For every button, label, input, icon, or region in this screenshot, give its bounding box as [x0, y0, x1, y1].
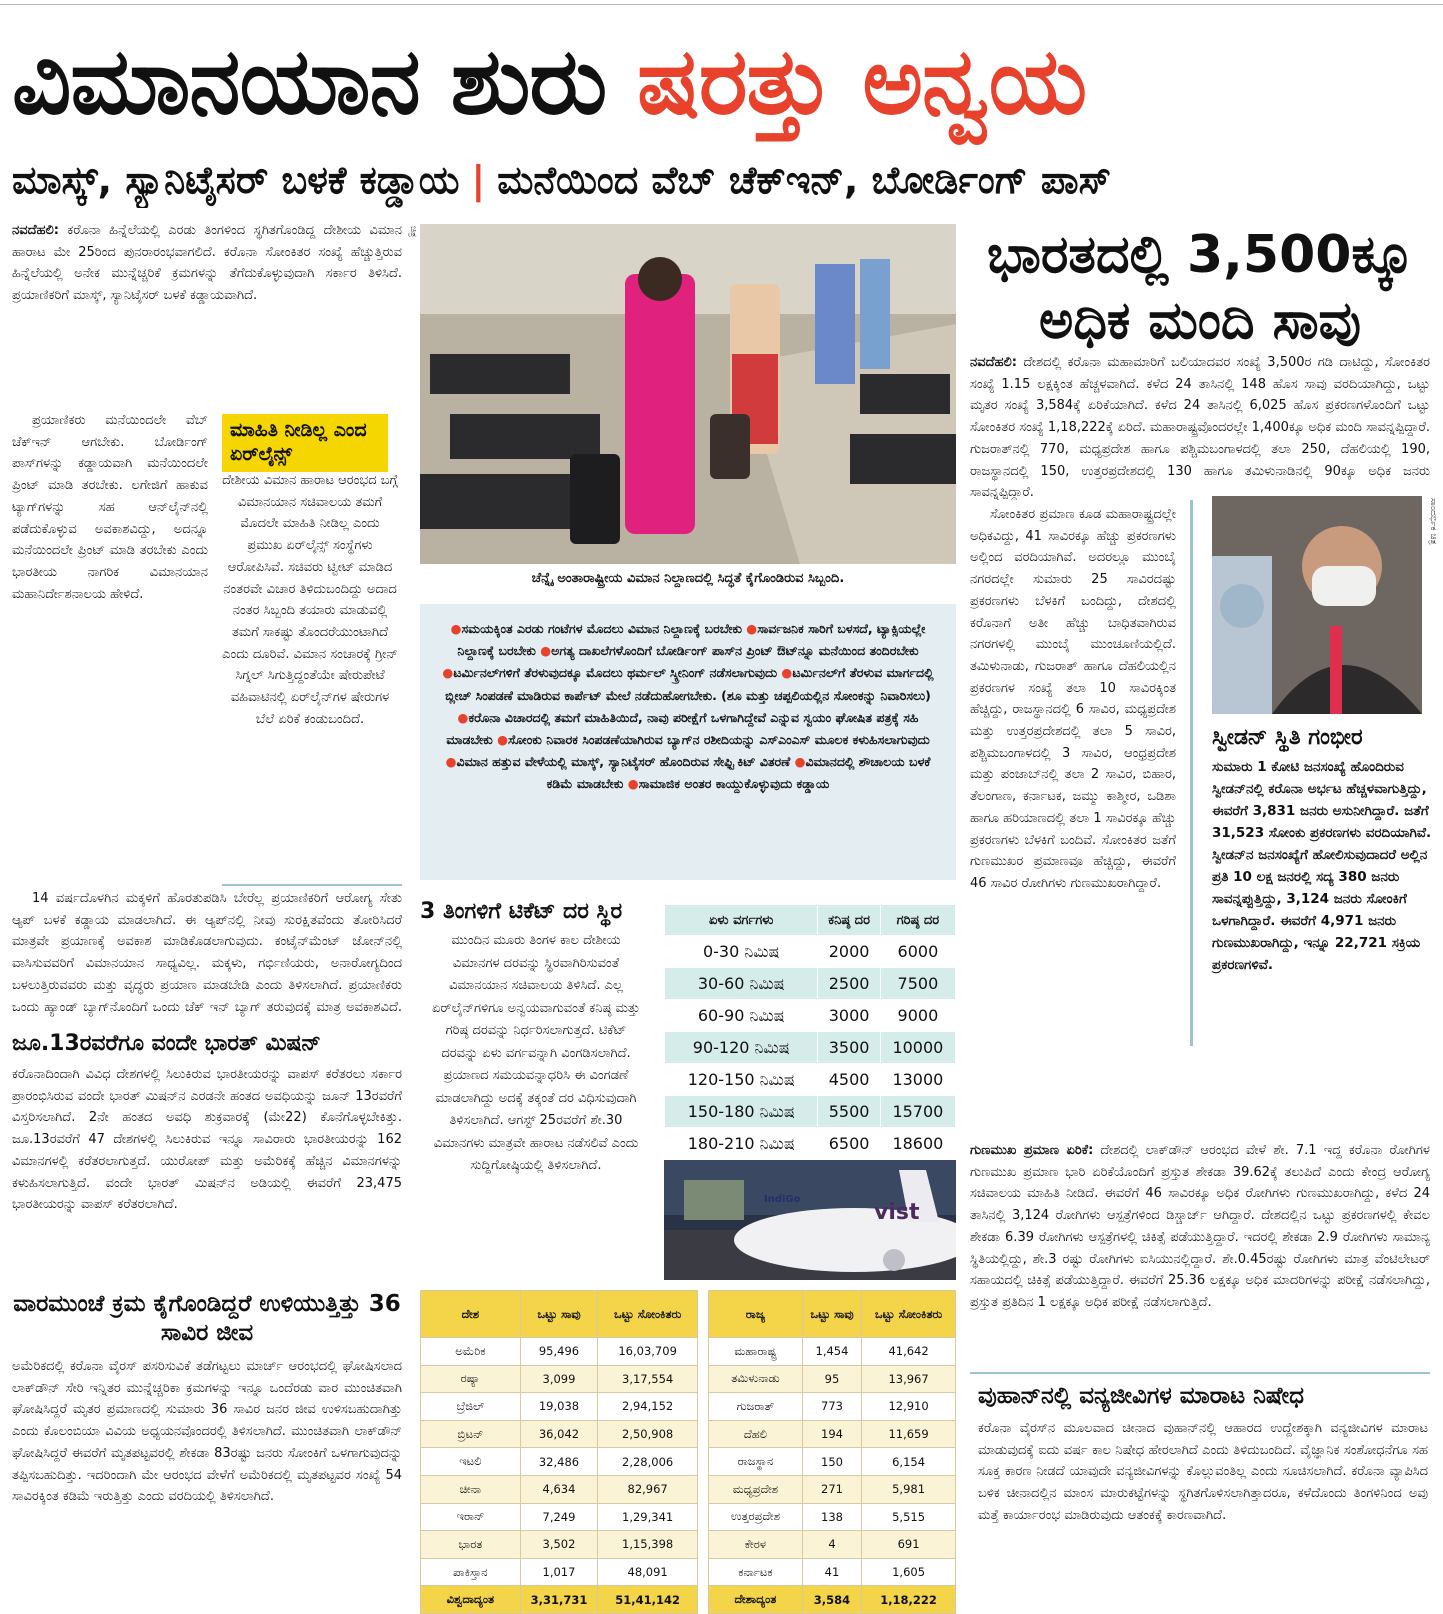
- country-cell: 2,28,006: [598, 1448, 698, 1476]
- fare-row: [665, 936, 956, 968]
- main-p2: ಪ್ರಯಾಣಿಕರು ಮನೆಯಿಂದಲೇ ವೆಬ್ ಚೆಕ್ಇನ್ ಆಗಬೇಕು. ಬೋರ್ಡಿಂಗ್ ಪಾಸ್‌ಗಳನ್ನು ಕಡ್ಡಾಯವಾಗಿ ಮನೆಯಿಂದಲೇ ಪ್ರಿಂಟ್ ಮಾಡಿ ತರಬೇಕು. ಲಗೇಜಿಗೆ ಹಾಕುವ ಟ್ಯಾಗ್‌ಗಳನ್ನು ಸಹ ಆನ್‌ಲೈನ್‌ನಲ್ಲಿ ಪಡೆದುಕೊಳ್ಳುವ ಅವಕಾಶವಿದ್ದು, ಅದನ್ನೂ ಮನೆಯಿಂದಲೇ ಪ್ರಿಂಟ್ ಮಾಡಿ ತರಬೇಕು ಎಂದು ಭಾರತೀಯ ನಾಗರಿಕ ವಿಮಾನಯಾನ ಮಹಾನಿರ್ದೇಶನಾಲಯ ಹೇಳಿದೆ.: [12, 413, 208, 602]
- state-cell: 691: [862, 1531, 956, 1559]
- country-cell: 95,496: [520, 1338, 598, 1366]
- vande-bharat-body: ಕರೊನಾದಿಂದಾಗಿ ವಿವಿಧ ದೇಶಗಳಲ್ಲಿ ಸಿಲುಕಿರುವ ಭಾರತೀಯರನ್ನು ವಾಪಸ್ ಕರೆತರಲು ಸರ್ಕಾರ ಪ್ರಾರಂಭಿಸಿರುವ ವಂದೇ ಭಾರತ್ ಮಿಷನ್‌ನ ಎರಡನೇ ಹಂತದ ಅವಧಿಯನ್ನು ಜೂನ್ 13ರವರೆಗೆ ವಿಸ್ತರಿಸಲಾಗಿದೆ. 2ನೇ ಹಂತದ ಅವಧಿ ಶುಕ್ರವಾರಕ್ಕೆ (ಮೇ22) ಕೊನೆಗೊಳ್ಳಬೇಕಿತ್ತು. ಜೂ.13ರವರೆಗೆ 47 ದೇಶಗಳಲ್ಲಿ ಸಿಲುಕಿರುವ ಇನ್ನೂ ಸಾವಿರಾರು ಭಾರತೀಯರನ್ನು 162 ವಿಮಾನಗಳಲ್ಲಿ ಕರೆತರಲಾಗುತ್ತದೆ. ಯುರೋಪ್ ಮತ್ತು ಅಮೆರಿಕಕ್ಕೆ ಹೆಚ್ಚಿನ ವಿಮಾನಗಳನ್ನು ಕಳುಹಿಸಲಾಗುತ್ತಿದೆ. ವಂದೇ ಭಾರತ್ ಮಿಷನ್‌ನ ಅಡಿಯಲ್ಲಿ ಈವರೆಗೆ 23,475 ಭಾರತೀಯರನ್ನು ವಾಪಸ್ ಕರೆತರಲಾಗಿದೆ.: [12, 1067, 402, 1213]
- headline-part1: ವಿಮಾನಯಾನ ಶುರು: [12, 28, 607, 135]
- subhead-right: ಮನೆಯಿಂದ ವೆಬ್ ಚೆಕ್ಇನ್, ಬೋರ್ಡಿಂಗ್ ಪಾಸ್: [497, 158, 1112, 202]
- india-story-top: [970, 352, 1430, 500]
- state-cell: ದೆಹಲಿ: [709, 1420, 803, 1448]
- country-cell: 82,967: [598, 1475, 698, 1503]
- state-cell: 11,659: [862, 1420, 956, 1448]
- fare-cell: 5500: [818, 1096, 880, 1128]
- main-headline: [12, 18, 1432, 146]
- country-cell: 36,042: [520, 1420, 598, 1448]
- sweden-rule: [1190, 500, 1193, 1046]
- country-cell: ಇಟಲಿ: [421, 1448, 521, 1476]
- fare-header: ಏಳು ವರ್ಗಗಳು: [665, 905, 818, 936]
- state-cell: 41,642: [862, 1338, 956, 1366]
- fare-row: [665, 1128, 956, 1160]
- country-row: [421, 1338, 698, 1366]
- india-story-title: ಭಾರತದಲ್ಲಿ 3,500ಕ್ಕೂ ಅಧಿಕ ಮಂದಿ ಸಾವು: [987, 225, 1413, 351]
- plane-brand: IndiGo: [764, 1194, 801, 1205]
- state-total-cell: 3,584: [802, 1586, 861, 1614]
- state-cell: 6,154: [862, 1448, 956, 1476]
- state-row: [709, 1558, 956, 1586]
- state-cell: ರಾಜಸ್ಥಾನ: [709, 1448, 803, 1476]
- fare-row: [665, 968, 956, 1000]
- country-cell: ಅಮೆರಿಕ: [421, 1338, 521, 1366]
- state-cell: ಮಹಾರಾಷ್ಟ್ರ: [709, 1338, 803, 1366]
- vande-bharat-title: ಜೂ.13ರವರೆಗೂ ವಂದೇ ಭಾರತ್ ಮಿಷನ್: [12, 1031, 321, 1056]
- state-cell: 12,910: [862, 1393, 956, 1421]
- main-story-col: [12, 410, 208, 885]
- guideline-item: ಸೋಂಕು ನಿವಾರಕ ಸಿಂಪಡಣೆಯಾಗಿರುವ ಬ್ಯಾಗ್‌ನ ರಶೀದಿಯನ್ನು ಎಸ್ಎಂಎಸ್ ಮೂಲಕ ಕಳುಹಿಸಲಾಗುವುದು: [508, 732, 930, 748]
- state-table: [708, 1290, 956, 1614]
- country-cell: 1,15,398: [598, 1531, 698, 1559]
- guideline-item: ಕರೊನಾ ವಿಚಾರದಲ್ಲಿ ತಮಗೆ ಮಾಹಿತಿಯಿದೆ, ನಾವು ಪರೀಕ್ಷೆಗೆ ಒಳಗಾಗಿದ್ದೇವೆ ಎನ್ನುವ ಸ್ವಯಂ ಘೋಷಿತ ಪತ್ರಕ್ಕೆ ಸಹಿ ಮಾಡಬೇಕು: [446, 709, 919, 748]
- country-row: [421, 1420, 698, 1448]
- state-total-cell: ದೇಶಾದ್ಯಂತ: [709, 1586, 803, 1614]
- fare-story-title: 3 ತಿಂಗಳಿಗೆ ಟಿಕೆಟ್ ದರ ಸ್ಥಿರ: [420, 899, 623, 924]
- state-row: [709, 1448, 956, 1476]
- country-row: [421, 1531, 698, 1559]
- country-cell: 1,017: [520, 1558, 598, 1586]
- country-cell: ರಷ್ಯಾ: [421, 1365, 521, 1393]
- fare-cell: 0-30 ನಿಮಿಷ: [665, 936, 818, 968]
- country-total-cell: 51,41,142: [598, 1586, 698, 1614]
- fare-cell: 3000: [818, 1000, 880, 1032]
- india-p3: ದೇಶದಲ್ಲಿ ಲಾಕ್‌ಡೌನ್ ಆರಂಭದ ವೇಳೆ ಶೇ. 7.1 ಇದ್ದ ಕರೊನಾ ರೋಗಿಗಳ ಗುಣಮುಖ ಪ್ರಮಾಣ ಭಾರಿ ಏರಿಕೆಯೊಂದಿಗೆ ಪ್ರಸ್ತುತ ಶೇಕಡಾ 39.62ಕ್ಕೆ ತಲುಪಿದೆ ಎಂದು ಕೇಂದ್ರ ಆರೋಗ್ಯ ಸಚಿವಾಲಯ ಮಾಹಿತಿ ನೀಡಿದೆ. ಈವರೆಗೆ 46 ಸಾವಿರಕ್ಕೂ ಅಧಿಕ ರೋಗಿಗಳು ಗುಣಮುಖರಾಗಿದ್ದು, ಕಳೆದ 24 ತಾಸಿನಲ್ಲಿ 3,124 ರೋಗಿಗಳು ಆಸ್ಪತ್ರೆಗಳಿಂದ ಡಿಸ್ಚಾರ್ಜ್ ಆಗಿದ್ದಾರೆ. ದೇಶದಲ್ಲಿನ ಒಟ್ಟು ಪ್ರಕರಣಗಳಲ್ಲಿ ಕೇವಲ ಶೇಕಡಾ 6.39 ರೋಗಿಗಳು ಆಸ್ಪತ್ರೆಗಳಲ್ಲಿ ಚಿಕಿತ್ಸೆ ಪಡೆಯುತ್ತಿದ್ದಾರೆ. ಇದರಲ್ಲಿ ಶೇಕಡಾ 2.9 ರೋಗಿಗಳು ಸಾಮಾನ್ಯ ಸ್ಥಿತಿಯಲ್ಲಿದ್ದು, ಶೇ.3 ರಷ್ಟು ರೋಗಿಗಳು ಐಸಿಯುನಲ್ಲಿದ್ದಾರೆ. ಶೇ.0.45ರಷ್ಟು ರೋಗಿಗಳು ಮಾತ್ರ ವೆಂಟಿಲೇಟರ್ ಸಹಾಯದಲ್ಲಿ ಚಿಕಿತ್ಸೆ ಪಡೆಯುತ್ತಿದ್ದಾರೆ. ಈವರೆಗೆ 25.36 ಲಕ್ಷಕ್ಕೂ ಅಧಿಕ ಮಾದರಿಗಳನ್ನು ಪರೀಕ್ಷೆ ನಡೆಸಲಾಗಿದ್ದು, ಪ್ರಸ್ತುತ ಪ್ರತಿದಿನ 1 ಲಕ್ಷಕ್ಕೂ ಅಧಿಕ ಪರೀಕ್ಷೆ ನಡೆಸಲಾಗುತ್ತಿದೆ.: [970, 1143, 1430, 1310]
- fare-row: [665, 1000, 956, 1032]
- fare-cell: 2500: [818, 968, 880, 1000]
- state-cell: 13,967: [862, 1365, 956, 1393]
- fare-cell: 90-120 ನಿಮಿಷ: [665, 1032, 818, 1064]
- country-cell: ಇರಾನ್: [421, 1503, 521, 1531]
- india-story-col: [970, 504, 1176, 1034]
- country-cell: 3,17,554: [598, 1365, 698, 1393]
- country-cell: 48,091: [598, 1558, 698, 1586]
- wuhan-body: ಕರೊನಾ ವೈರಸ್‌ನ ಮೂಲವಾದ ಚೀನಾದ ವುಹಾನ್‌ನಲ್ಲಿ ಆಹಾರದ ಉದ್ದೇಶಕ್ಕಾಗಿ ವನ್ಯಜೀವಿಗಳ ಮಾರಾಟ ಮಾಡುವುದಕ್ಕೆ ಐದು ವರ್ಷ ಕಾಲ ನಿಷೇಧ ಹೇರಲಾಗಿದೆ ಎಂದು ತಿಳಿದುಬಂದಿದೆ. ವೈಜ್ಞಾನಿಕ ಸಂಶೋಧನೆಗೂ ಸಹ ಸೂಕ್ತ ಕಾರಣ ನೀಡದೆ ಯಾವುದೇ ವನ್ಯಜೀವಿಗಳನ್ನು ಕೊಲ್ಲುವಂತಿಲ್ಲ ಎಂದು ಸೂಚಿಸಲಾಗಿದೆ. ಕರೊನಾ ವ್ಯಾಪಿಸಿದ ಬಳಿಕ ಚೀನಾದಲ್ಲಿನ ಮಾಂಸ ಮಾರುಕಟ್ಟೆಗಳನ್ನು ಸ್ಥಗಿತಗೊಳಿಸಲಾಗಿತ್ತಾದರೂ, ಕಳೆದೊಂದು ತಿಂಗಳಿನಿಂದ ಅವು ಮತ್ತೆ ಕಾರ್ಯಾರಂಭ ಮಾಡಿರುವುದು ಆತಂಕಕ್ಕೆ ಕಾರಣವಾಗಿದೆ.: [978, 1421, 1428, 1523]
- guideline-item: ಟರ್ಮಿನಲ್‌ಗೆ ತೆರಳುವ ಮಾರ್ಗದಲ್ಲಿ ಬ್ಲೀಚ್ ಸಿಂಪಡಣೆ ಮಾಡಿರುವ ಕಾರ್ಪೆಟ್ ಮೇಲೆ ನಡೆದುಹೋಗಬೇಕು. (ಶೂ ಮತ್ತು ಚಪ್ಪಲಿಯಲ್ಲಿನ ಸೋಂಕನ್ನು ನಿವಾರಿಸಲು): [445, 665, 934, 703]
- country-cell: 4,634: [520, 1475, 598, 1503]
- country-header: ದೇಶ: [421, 1291, 521, 1338]
- country-cell: ಭಾರತ: [421, 1531, 521, 1559]
- country-table-wrap: [420, 1290, 698, 1614]
- state-cell: 271: [802, 1475, 861, 1503]
- fare-cell: 2000: [818, 936, 880, 968]
- guidelines-text: ●ಸಮಯಕ್ಕಿಂತ ಎರಡು ಗಂಟೆಗಳ ಮೊದಲು ವಿಮಾನ ನಿಲ್ದಾಣಕ್ಕೆ ಬರಬೇಕು ●ಸಾರ್ವಜನಿಕ ಸಾರಿಗೆ ಬಳಸದೆ, ಟ್ಯಾಕ್ಸಿಯಲ್ಲೇ ನಿಲ್ದಾಣಕ್ಕೆ ಬರಬೇಕು ●ಅಗತ್ಯ ದಾಖಲೆಗಳೊಂದಿಗೆ ಬೋರ್ಡಿಂಗ್ ಪಾಸ್‌ನ ಪ್ರಿಂಟ್ ಔಟ್‌ನ್ನೂ ಮನೆಯಿಂದ ತಂದಿರಬೇಕು ●ಟರ್ಮಿನಲ್‌ಗಳಿಗೆ ತೆರಳುವುದಕ್ಕೂ ಮೊದಲು ಥರ್ಮಲ್ ಸ್ಕ್ರೀನಿಂಗ್ ನಡೆಸಲಾಗುವುದು ●ಟರ್ಮಿನಲ್‌ಗೆ ತೆರಳುವ ಮಾರ್ಗದಲ್ಲಿ ಬ್ಲೀಚ್ ಸಿಂಪಡಣೆ ಮಾಡಿರುವ ಕಾರ್ಪೆಟ್ ಮೇಲೆ ನಡೆದುಹೋಗಬೇಕು. (ಶೂ ಮತ್ತು ಚಪ್ಪಲಿಯಲ್ಲಿನ ಸೋಂಕನ್ನು ನಿವಾರಿಸಲು) ●ಕರೊನಾ ವಿಚಾರದಲ್ಲಿ ತಮಗೆ ಮಾಹಿತಿಯಿದೆ, ನಾವು ಪರೀಕ್ಷೆಗೆ ಒಳಗಾಗಿದ್ದೇವೆ ಎನ್ನುವ ಸ್ವಯಂ ಘೋಷಿತ ಪತ್ರಕ್ಕೆ ಸಹಿ ಮಾಡಬೇಕು ●ಸೋಂಕು ನಿವಾರಕ ಸಿಂಪಡಣೆಯಾಗಿರುವ ಬ್ಯಾಗ್‌ನ ರಶೀದಿಯನ್ನು ಎಸ್ಎಂಎಸ್ ಮೂಲಕ ಕಳುಹಿಸಲಾಗುವುದು ●ವಿಮಾನ ಹತ್ತುವ ವೇಳೆಯಲ್ಲಿ ಮಾಸ್ಕ್, ಸ್ಯಾನಿಟೈಸರ್ ಹೊಂದಿರುವ ಸೇಫ್ಟಿ ಕಿಟ್ ವಿತರಣೆ ●ವಿಮಾನದಲ್ಲಿ ಶೌಚಾಲಯ ಬಳಕೆ ಕಡಿಮೆ ಮಾಡಬೇಕು ●ಸಾಮಾಜಿಕ ಅಂತರ ಕಾಯ್ದುಕೊಳ್ಳುವುದು ಕಡ್ಡಾಯ: [442, 621, 934, 792]
- fare-cell: 120-150 ನಿಮಿಷ: [665, 1064, 818, 1096]
- fare-cell: 30-60 ನಿಮಿಷ: [665, 968, 818, 1000]
- state-cell: 5,515: [862, 1503, 956, 1531]
- state-cell: 4: [802, 1531, 861, 1559]
- guidelines-box: [420, 604, 956, 880]
- state-cell: ತಮಿಳುನಾಡು: [709, 1365, 803, 1393]
- subheadline: [12, 152, 1432, 208]
- airline-box-title: ಮಾಹಿತಿ ನೀಡಿಲ್ಲ ಎಂದ ಏರ್‌ಲೈನ್ಸ್: [222, 414, 388, 472]
- country-cell: 16,03,709: [598, 1338, 698, 1366]
- fare-table: [664, 904, 956, 1160]
- fare-header: ಕನಿಷ್ಠ ದರ: [818, 905, 880, 936]
- state-row: [709, 1475, 956, 1503]
- country-cell: ಬ್ರೆಜಿಲ್: [421, 1393, 521, 1421]
- state-cell: 150: [802, 1448, 861, 1476]
- main-p1: ಕರೊನಾ ಹಿನ್ನೆಲೆಯಲ್ಲಿ ಎರಡು ತಿಂಗಳಿಂದ ಸ್ಥಗಿತಗೊಂಡಿದ್ದ ದೇಶೀಯ ವಿಮಾನ ಹಾರಾಟ ಮೇ 25ರಿಂದ ಪುನರಾರಂಭವಾಗಲಿದೆ. ಕರೊನಾ ಸೋಂಕಿತರ ಸಂಖ್ಯೆ ಹೆಚ್ಚುತ್ತಿರುವ ಹಿನ್ನೆಲೆಯಲ್ಲಿ ಅನೇಕ ಮುನ್ನೆಚ್ಚರಿಕೆ ಕ್ರಮಗಳನ್ನು ತೆಗೆದುಕೊಳ್ಳುವುದಾಗಿ ಸರ್ಕಾರ ತಿಳಿಸಿದೆ. ಪ್ರಯಾಣಿಕರಿಗೆ ಮಾಸ್ಕ್, ಸ್ಯಾನಿಟೈಸರ್ ಬಳಕೆ ಕಡ್ಡಾಯವಾಗಿದೆ.: [12, 223, 402, 304]
- country-row: [421, 1475, 698, 1503]
- country-cell: 3,099: [520, 1365, 598, 1393]
- main-dateline: ನವದೆಹಲಿ:: [12, 223, 59, 238]
- sweden-title: ಸ್ವೀಡನ್ ಸ್ಥಿತಿ ಗಂಭೀರ: [1212, 725, 1363, 750]
- state-cell: ಕರ್ನಾಟಕ: [709, 1558, 803, 1586]
- fare-cell: 10000: [880, 1032, 955, 1064]
- fare-cell: 3500: [818, 1032, 880, 1064]
- plane-photo: [664, 1160, 956, 1280]
- state-cell: 1,605: [862, 1558, 956, 1586]
- fare-cell: 4500: [818, 1064, 880, 1096]
- us-story-body: ಅಮೆರಿಕದಲ್ಲಿ ಕರೊನಾ ವೈರಸ್ ಪಸರಿಸುವಿಕೆ ತಡೆಗಟ್ಟಲು ಮಾರ್ಚ್ ಆರಂಭದಲ್ಲಿ ಘೋಷಿಸಲಾದ ಲಾಕ್‌ಡೌನ್ ಸೇರಿ ಇನ್ನಿತರ ಮುನ್ನೆಚ್ಚರಿಕಾ ಕ್ರಮಗಳನ್ನು ಇನ್ನೂ ಒಂದೆರಡು ವಾರ ಮುಂಚಿತವಾಗಿ ಘೋಷಿಸಿದ್ದರೆ ಮೃತರ ಪ್ರಮಾಣದಲ್ಲಿ ಸುಮಾರು 36 ಸಾವಿರ ಜನರ ಜೀವ ಉಳಿಸಬಹುದಾಗಿತ್ತು ಎಂದು ಕೊಲಂಬಿಯಾ ವಿವಿಯ ಅಧ್ಯಯನವೊಂದರಲ್ಲಿ ತಿಳಿಸಲಾಗಿದೆ. ಮುಂಚಿತವಾಗಿ ಲಾಕ್‌ಡೌನ್ ಘೋಷಿಸಿದ್ದರೆ ಈವರೆಗೆ ಮೃತಪಟ್ಟವರಲ್ಲಿ ಶೇಕಡಾ 83ರಷ್ಟು ಜನರು ಸೋಂಕಿಗೆ ಒಳಗಾಗುವುದನ್ನು ತಪ್ಪಿಸಬಹುದಿತ್ತು. ಇದರಿಂದಾಗಿ ಮೇ ಆರಂಭದ ವೇಳೆಗೆ ಅಮೆರಿಕದಲ್ಲಿ ಮೃತಪಟ್ಟವರ ಸಂಖ್ಯೆ 54 ಸಾವಿರಕ್ಕಿಂತ ಕಡಿಮೆ ಇರುತ್ತಿತ್ತು ಎಂದು ವರದಿಯಲ್ಲಿ ತಿಳಿಸಲಾಗಿದೆ.: [12, 1359, 402, 1505]
- airport-photo-credit: ಚಿತ್ರ: [408, 226, 418, 238]
- country-cell: 1,29,341: [598, 1503, 698, 1531]
- guideline-item: ಸಮಯಕ್ಕಿಂತ ಎರಡು ಗಂಟೆಗಳ ಮೊದಲು ವಿಮಾನ ನಿಲ್ದಾಣಕ್ಕೆ ಬರಬೇಕು: [461, 621, 742, 636]
- fare-cell: 60-90 ನಿಮಿಷ: [665, 1000, 818, 1032]
- country-cell: 2,94,152: [598, 1393, 698, 1421]
- state-cell: 194: [802, 1420, 861, 1448]
- india-p1: ದೇಶದಲ್ಲಿ ಕರೊನಾ ಮಹಾಮಾರಿಗೆ ಬಲಿಯಾದವರ ಸಂಖ್ಯೆ 3,500ರ ಗಡಿ ದಾಟಿದ್ದು, ಸೋಂಕಿತರ ಸಂಖ್ಯೆ 1.15 ಲಕ್ಷಕ್ಕಿಂತ ಹೆಚ್ಚಳವಾಗಿದೆ. ಕಳೆದ 24 ತಾಸಿನಲ್ಲಿ 148 ಹೊಸ ಸಾವು ವರದಿಯಾಗಿದ್ದು, ಒಟ್ಟು ಮೃತರ ಸಂಖ್ಯೆ 3,584ಕ್ಕೆ ಏರಿಕೆಯಾಗಿದೆ. ಕಳೆದ 24 ತಾಸಿನಲ್ಲಿ 6,025 ಹೊಸ ಪ್ರಕರಣಗಳೊಂದಿಗೆ ಒಟ್ಟು ಸೋಂಕಿತರ ಸಂಖ್ಯೆ 1,18,222ಕ್ಕೆ ಏರಿದೆ. ಮಹಾರಾಷ್ಟ್ರವೊಂದರಲ್ಲೇ 1,400ಕ್ಕೂ ಅಧಿಕ ಮಂದಿ ಸಾವನ್ನಪ್ಪಿದ್ದಾರೆ. ಗುಜರಾತ್‌ನಲ್ಲಿ 770, ಮಧ್ಯಪ್ರದೇಶ ಹಾಗೂ ಪಶ್ಚಿಮಬಂಗಾಳದಲ್ಲಿ ತಲಾ 250, ದೆಹಲಿಯಲ್ಲಿ 190, ರಾಜಸ್ಥಾನದಲ್ಲಿ 150, ಉತ್ತರಪ್ರದೇಶದಲ್ಲಿ 130 ಹಾಗೂ ತಮಿಳುನಾಡಿನಲ್ಲಿ 90ಕ್ಕೂ ಅಧಿಕ ಜನರು ಸಾವನ್ನಪ್ಪಿದ್ದಾರೆ.: [970, 355, 1430, 500]
- fare-cell: 180-210 ನಿಮಿಷ: [665, 1128, 818, 1160]
- country-cell: 19,038: [520, 1393, 598, 1421]
- fare-table-wrap: [664, 904, 956, 1160]
- state-row: [709, 1420, 956, 1448]
- subhead-left: ಮಾಸ್ಕ್, ಸ್ಯಾನಿಟೈಸರ್ ಬಳಕೆ ಕಡ್ಡಾಯ: [12, 158, 460, 202]
- state-cell: ಮಧ್ಯಪ್ರದೇಶ: [709, 1475, 803, 1503]
- airport-photo: [420, 224, 956, 564]
- state-header: ಒಟ್ಟು ಸಾವು: [802, 1291, 861, 1338]
- country-cell: 7,249: [520, 1503, 598, 1531]
- guideline-item: ಟರ್ಮಿನಲ್‌ಗಳಿಗೆ ತೆರಳುವುದಕ್ಕೂ ಮೊದಲು ಥರ್ಮಲ್ ಸ್ಕ್ರೀನಿಂಗ್ ನಡೆಸಲಾಗುವುದು: [453, 665, 778, 681]
- fare-cell: 150-180 ನಿಮಿಷ: [665, 1096, 818, 1128]
- state-header: ಒಟ್ಟು ಸೋಂಕಿತರು: [862, 1291, 956, 1338]
- state-cell: 1,454: [802, 1338, 861, 1366]
- country-total-cell: 3,31,731: [520, 1586, 598, 1614]
- country-cell: 32,486: [520, 1448, 598, 1476]
- main-story-bottom: [12, 888, 402, 1020]
- country-table: [420, 1290, 698, 1614]
- india-p2: ಸೋಂಕಿತರ ಪ್ರಮಾಣ ಕೂಡ ಮಹಾರಾಷ್ಟ್ರದಲ್ಲೇ ಅಧಿಕವಿದ್ದು, 41 ಸಾವಿರಕ್ಕೂ ಹೆಚ್ಚು ಪ್ರಕರಣಗಳು ಅಲ್ಲಿಂದ ವರದಿಯಾಗಿವೆ. ಅದರಲ್ಲೂ ಮುಂಬೈ ನಗರದಲ್ಲೇ ಸುಮಾರು 25 ಸಾವಿರದಷ್ಟು ಪ್ರಕರಣಗಳು ಬೆಳಕಿಗೆ ಬಂದಿದ್ದು, ದೇಶದಲ್ಲಿ ಕರೊನಾಗೆ ಅತೀ ಹೆಚ್ಚು ಬಾಧಿತವಾಗಿರುವ ನಗರಗಳಲ್ಲಿ ಮುಂಬೈ ಮುಂಚೂಣಿಯಲ್ಲಿದೆ. ತಮಿಳುನಾಡು, ಗುಜರಾತ್ ಹಾಗೂ ದೆಹಲಿಯಲ್ಲಿನ ಪ್ರಕರಣಗಳ ಸಂಖ್ಯೆ ತಲಾ 10 ಸಾವಿರಕ್ಕಿಂತ ಹೆಚ್ಚಿದ್ದು, ರಾಜಸ್ಥಾನದಲ್ಲಿ 6 ಸಾವಿರ, ಮಧ್ಯಪ್ರದೇಶ ಮತ್ತು ಉತ್ತರಪ್ರದೇಶದಲ್ಲಿ ತಲಾ 5 ಸಾವಿರ, ಪಶ್ಚಿಮಬಂಗಾಳದಲ್ಲಿ 3 ಸಾವಿರ, ಆಂಧ್ರಪ್ರದೇಶ ಮತ್ತು ಪಂಜಾಬ್‌ನಲ್ಲಿ ತಲಾ 2 ಸಾವಿರ, ಬಿಹಾರ, ತೆಲಂಗಾಣ, ಕರ್ನಾಟಕ, ಜಮ್ಮು ಕಾಶ್ಮೀರ, ಒಡಿಶಾ ಹಾಗೂ ಹರಿಯಾಣದಲ್ಲಿ ತಲಾ 1 ಸಾವಿರಕ್ಕೂ ಹೆಚ್ಚು ಪ್ರಕರಣಗಳು ಬೆಳಕಿಗೆ ಬಂದಿವೆ. ಸೋಂಕಿತರ ಜತೆಗೆ ಗುಣಮುಖರ ಪ್ರಮಾಣವೂ ಹೆಚ್ಚಿದ್ದು, ಈವರೆಗೆ 46 ಸಾವಿರ ರೋಗಿಗಳು ಗುಣಮುಖರಾಗಿದ್ದಾರೆ.: [970, 507, 1176, 891]
- india-p3-lead: ಗುಣಮುಖ ಪ್ರಮಾಣ ಏರಿಕೆ:: [970, 1143, 1094, 1158]
- guideline-item: ವಿಮಾನ ಹತ್ತುವ ವೇಳೆಯಲ್ಲಿ ಮಾಸ್ಕ್, ಸ್ಯಾನಿಟೈಸರ್ ಹೊಂದಿರುವ ಸೇಫ್ಟಿ ಕಿಟ್ ವಿತರಣೆ: [456, 754, 791, 770]
- fare-cell: 6500: [818, 1128, 880, 1160]
- fare-row: [665, 1064, 956, 1096]
- airline-box-rule: [222, 884, 402, 886]
- fare-row: [665, 1096, 956, 1128]
- subhead-separator: |: [471, 158, 486, 202]
- fare-cell: 6000: [880, 936, 955, 968]
- india-story-recovery: [970, 1140, 1430, 1364]
- sweden-body: ಸುಮಾರು 1 ಕೋಟಿ ಜನಸಂಖ್ಯೆ ಹೊಂದಿರುವ ಸ್ವೀಡನ್‌ನಲ್ಲಿ ಕರೊನಾ ಅರ್ಭಟ ಹೆಚ್ಚಳವಾಗುತ್ತಿದ್ದು, ಈವರೆಗೆ 3,831 ಜನರು ಅಸುನೀಗಿದ್ದಾರೆ. ಜತೆಗೆ 31,523 ಸೋಂಕು ಪ್ರಕರಣಗಳು ವರದಿಯಾಗಿವೆ. ಸ್ವೀಡನ್‌ನ ಜನಸಂಖ್ಯೆಗೆ ಹೋಲಿಸುವುದಾದರೆ ಅಲ್ಲಿನ ಪ್ರತಿ 10 ಲಕ್ಷ ಜನರಲ್ಲಿ ಸದ್ಯ 380 ಜನರು ಸಾವನ್ನಪ್ಪುತ್ತಿದ್ದು, 3,124 ಜನರು ಸೋಂಕಿಗೆ ಒಳಗಾಗಿದ್ದಾರೆ. ಈವರೆಗೆ 4,971 ಜನರು ಗುಣಮುಖರಾಗಿದ್ದು, ಇನ್ನೂ 22,721 ಸಕ್ರಿಯ ಪ್ರಕರಣಗಳಿವೆ.: [1212, 759, 1432, 973]
- wuhan-rule: [970, 1372, 1430, 1374]
- state-row: [709, 1531, 956, 1559]
- main-story-top: [12, 220, 402, 408]
- country-row: [421, 1393, 698, 1421]
- state-cell: 41: [802, 1558, 861, 1586]
- state-total-cell: 1,18,222: [862, 1586, 956, 1614]
- state-cell: ಕೇರಳ: [709, 1531, 803, 1559]
- country-row: [421, 1365, 698, 1393]
- sweden-photo-art: [1212, 496, 1422, 714]
- state-cell: 138: [802, 1503, 861, 1531]
- country-cell: ಬ್ರಿಟನ್: [421, 1420, 521, 1448]
- country-row: [421, 1448, 698, 1476]
- state-cell: ಉತ್ತರಪ್ರದೇಶ: [709, 1503, 803, 1531]
- guideline-item: ಸಾರ್ವಜನಿಕ ಸಾರಿಗೆ ಬಳಸದೆ, ಟ್ಯಾಕ್ಸಿಯಲ್ಲೇ ನಿಲ್ದಾಣಕ್ಕೆ ಬರಬೇಕು: [457, 621, 926, 659]
- sweden-photo-credit: ಸಾಂದರ್ಭಿಕ ಚಿತ್ರ: [1428, 498, 1438, 545]
- state-row: [709, 1393, 956, 1421]
- state-cell: 95: [802, 1365, 861, 1393]
- fare-cell: 9000: [880, 1000, 955, 1032]
- state-cell: 773: [802, 1393, 861, 1421]
- guideline-item: ಸಾಮಾಜಿಕ ಅಂತರ ಕಾಯ್ದುಕೊಳ್ಳುವುದು ಕಡ್ಡಾಯ: [638, 776, 830, 792]
- sweden-photo: [1212, 496, 1422, 714]
- fare-story-body: ಮುಂದಿನ ಮೂರು ತಿಂಗಳ ಕಾಲ ದೇಶೀಯ ವಿಮಾನಗಳ ದರವನ್ನು ಸ್ಥಿರವಾಗಿರಿಸುವಂತೆ ವಿಮಾನಯಾನ ಸಚಿವಾಲಯ ತಿಳಿಸಿದೆ. ಎಲ್ಲ ಏರ್‌ಲೈನ್‌ಗಳಿಗೂ ಅನ್ವಯವಾಗುವಂತೆ ಕನಿಷ್ಠ ಮತ್ತು ಗರಿಷ್ಠ ದರವನ್ನು ನಿರ್ಧರಿಸಲಾಗುತ್ತದೆ. ಟಿಕೆಟ್ ದರವನ್ನು ಏಳು ವರ್ಗವನ್ನಾಗಿ ವಿಂಗಡಿಸಲಾಗಿದೆ. ಪ್ರಯಾಣದ ಸಮಯವನ್ನಾಧರಿಸಿ ಈ ವಿಂಗಡಣೆ ಮಾಡಲಾಗಿದ್ದು ಅದಕ್ಕೆ ತಕ್ಕಂತೆ ದರ ವಿಧಿಸುವುದಾಗಿ ತಿಳಿಸಲಾಗಿದೆ. ಆಗಸ್ಟ್ 25ರವರೆಗೆ ಶೇ.30 ವಿಮಾನಗಳು ಮಾತ್ರವೇ ಹಾರಾಟ ನಡೆಸಲಿವೆ ಎಂದು ಸುದ್ದಿಗೋಷ್ಠಿಯಲ್ಲಿ ತಿಳಿಸಲಾಗಿದೆ.: [432, 933, 640, 1173]
- country-row: [421, 1558, 698, 1586]
- top-rule: [0, 4, 1443, 5]
- guideline-item: ವಿಮಾನದಲ್ಲಿ ಶೌಚಾಲಯ ಬಳಕೆ ಕಡಿಮೆ ಮಾಡಬೇಕು: [546, 754, 931, 792]
- state-row: [709, 1365, 956, 1393]
- fare-row: [665, 1032, 956, 1064]
- country-header: ಒಟ್ಟು ಸಾವು: [520, 1291, 598, 1338]
- headline-part2: ಷರತ್ತು ಅನ್ವಯ: [637, 28, 1087, 135]
- country-row: [421, 1503, 698, 1531]
- state-cell: 5,981: [862, 1475, 956, 1503]
- photo-caption: ಚೆನ್ನೈ ಅಂತಾರಾಷ್ಟ್ರೀಯ ವಿಮಾನ ನಿಲ್ದಾಣದಲ್ಲಿ ಸಿದ್ಧತೆ ಕೈಗೊಂಡಿರುವ ಸಿಬ್ಬಂದಿ.: [531, 571, 845, 586]
- country-header: ಒಟ್ಟು ಸೋಂಕಿತರು: [598, 1291, 698, 1338]
- state-table-wrap: [708, 1290, 956, 1614]
- fare-cell: 18600: [880, 1128, 955, 1160]
- state-row: [709, 1338, 956, 1366]
- guideline-item: ಅಗತ್ಯ ದಾಖಲೆಗಳೊಂದಿಗೆ ಬೋರ್ಡಿಂಗ್ ಪಾಸ್‌ನ ಪ್ರಿಂಟ್ ಔಟ್‌ನ್ನೂ ಮನೆಯಿಂದ ತಂದಿರಬೇಕು: [551, 643, 919, 659]
- fare-cell: 7500: [880, 968, 955, 1000]
- country-cell: 2,50,908: [598, 1420, 698, 1448]
- country-cell: 3,502: [520, 1531, 598, 1559]
- country-cell: ಪಾಕಿಸ್ತಾನ: [421, 1558, 521, 1586]
- state-cell: ಗುಜರಾತ್: [709, 1393, 803, 1421]
- fare-cell: 15700: [880, 1096, 955, 1128]
- airport-photo-art: [420, 224, 956, 564]
- us-story-title: ವಾರಮುಂಚೆ ಕ್ರಮ ಕೈಗೊಂಡಿದ್ದರೆ ಉಳಿಯುತ್ತಿತ್ತು 36 ಸಾವಿರ ಜೀವ: [13, 1291, 401, 1346]
- state-row: [709, 1503, 956, 1531]
- fare-cell: 13000: [880, 1064, 955, 1096]
- india-story-continue: [970, 1036, 1430, 1136]
- fare-header: ಗರಿಷ್ಠ ದರ: [880, 905, 955, 936]
- india-dateline: ನವದೆಹಲಿ:: [970, 355, 1017, 370]
- state-header: ರಾಜ್ಯ: [709, 1291, 803, 1338]
- wuhan-title: ವುಹಾನ್‌ನಲ್ಲಿ ವನ್ಯಜೀವಿಗಳ ಮಾರಾಟ ನಿಷೇಧ: [978, 1383, 1304, 1409]
- country-cell: ಚೀನಾ: [421, 1475, 521, 1503]
- airline-box-body: ದೇಶೀಯ ವಿಮಾನ ಹಾರಾಟ ಆರಂಭದ ಬಗ್ಗೆ ವಿಮಾನಯಾನ ಸಚಿವಾಲಯ ತಮಗೆ ಮೊದಲೇ ಮಾಹಿತಿ ನೀಡಿಲ್ಲ ಎಂದು ಪ್ರಮುಖ ಏರ್‌ಲೈನ್ಸ್ ಸಂಸ್ಥೆಗಳು ಆರೋಪಿಸಿವೆ. ಸಚಿವರು ಟ್ವೀಟ್ ಮಾಡಿದ ನಂತರವೇ ವಿಚಾರ ತಿಳಿದುಬಂದಿದ್ದು ಅದಾದ ನಂತರ ಸಿಬ್ಬಂದಿ ತಯಾರು ಮಾಡುವಲ್ಲಿ ತಮಗೆ ಸಾಕಷ್ಟು ತೊಂದರೆಯುಂಟಾಗಿದೆ ಎಂದು ದೂರಿವೆ. ವಿಮಾನ ಸಂಚಾರಕ್ಕೆ ಗ್ರೀನ್ ಸಿಗ್ನಲ್ ಸಿಗುತ್ತಿದ್ದಂತೆಯೇ ಷೇರುಪೇಟೆ ವಹಿವಾಟಿನಲ್ಲಿ ಏರ್‌ಲೈನ್‌ಗಳ ಷೇರುಗಳ ಬೆಲೆ ಏರಿಕೆ ಕಂಡುಬಂದಿದೆ.: [222, 473, 398, 727]
- country-total-cell: ವಿಶ್ವದಾದ್ಯಂತ: [421, 1586, 521, 1614]
- main-p3: 14 ವರ್ಷದೊಳಗಿನ ಮಕ್ಕಳಿಗೆ ಹೊರತುಪಡಿಸಿ ಬೇರೆಲ್ಲ ಪ್ರಯಾಣಿಕರಿಗೆ ಆರೋಗ್ಯ ಸೇತು ಆ್ಯಪ್ ಬಳಕೆ ಕಡ್ಡಾಯ ಮಾಡಲಾಗಿದೆ. ಈ ಆ್ಯಪ್‌ನಲ್ಲಿ ನೀವು ಸುರಕ್ಷಿತವೆಂದು ತೋರಿಸಿದರೆ ಮಾತ್ರವೇ ಪ್ರಯಾಣಕ್ಕೆ ಅವಕಾಶ ಮಾಡಿಕೊಡಲಾಗುವುದು. ಕಂಟೈನ್‌ಮೆಂಟ್ ಜೋನ್‌ನಲ್ಲಿ ವಾಸಿಸುವವರಿಗೆ ವಿಮಾನಯಾನ ಸಾಧ್ಯವಿಲ್ಲ. ಮಕ್ಕಳು, ಗರ್ಭಿಣಿಯರು, ಅನಾರೋಗ್ಯದಿಂದ ಬಳಲುತ್ತಿರುವವರು ಮತ್ತು ವೃದ್ಧರು ಪ್ರಯಾಣ ಮಾಡಬೇಡಿ ಎಂದು ತಿಳಿಸಲಾಗಿದೆ. ಪ್ರಯಾಣಿಕರು ಒಂದು ಹ್ಯಾಂಡ್ ಬ್ಯಾಗ್‌ನೊಂದಿಗೆ ಒಂದು ಚೆಕ್ ಇನ್ ಬ್ಯಾಗ್ ತರುವುದಕ್ಕೆ ಮಾತ್ರ ಅವಕಾಶವಿದೆ.: [12, 891, 402, 1015]
- plane-livery: vist: [874, 1200, 920, 1225]
